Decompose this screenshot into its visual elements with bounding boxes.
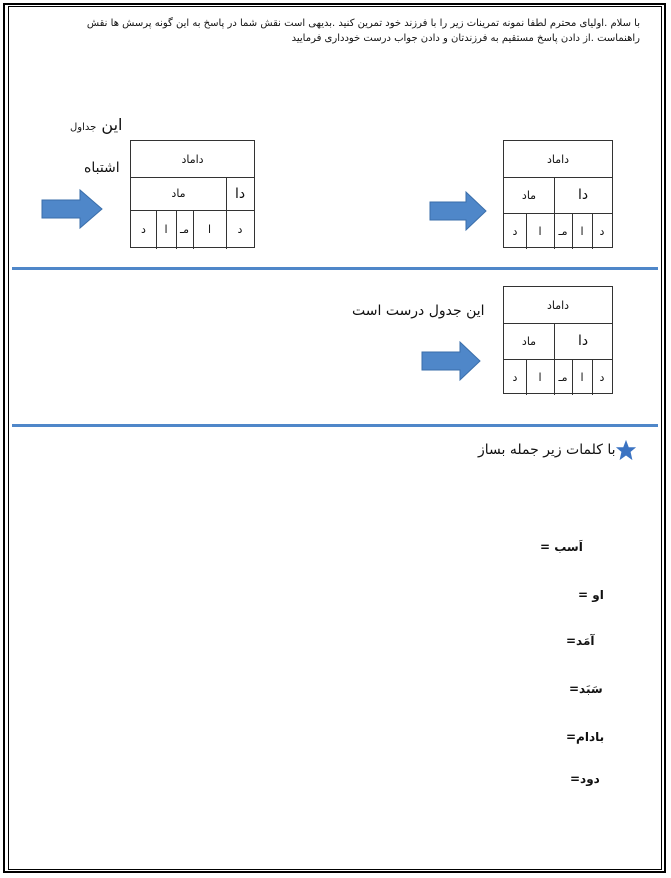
table-cell-letter: ا (580, 370, 584, 384)
word-item: آمَد= (566, 634, 595, 648)
word-item: سَبَد= (569, 682, 603, 696)
table-cell-big: ماد (171, 187, 186, 200)
right-arrow-icon (420, 340, 482, 382)
word-table-correct-example (503, 140, 613, 248)
table-cell-letter: د (512, 224, 518, 238)
table-cell-top: داماد (546, 298, 570, 312)
table-cell-letter: مـ (558, 370, 568, 384)
table-cell-letter: ا (538, 370, 542, 384)
table-cell-letter: مـ (179, 223, 190, 236)
table-cell-letter: د (512, 370, 518, 384)
table-cell-letter: ا (164, 223, 168, 236)
table-cell-letter: د (237, 223, 243, 236)
word-item: دود= (570, 772, 600, 786)
table-cell-letter: ا (538, 224, 542, 238)
section-divider (12, 267, 658, 270)
word-item: بادام= (566, 730, 605, 744)
correct-label: این جدول درست است (352, 303, 485, 319)
table-cell-letter: د (141, 223, 146, 236)
table-cell-letter: ا (580, 224, 584, 238)
star-icon (615, 439, 637, 461)
wrong-label-this (70, 115, 122, 134)
intro-text: با سلام .اولیای محترم لطفا نمونه تمرینات زیر را با فرزند خود تمرین کنید .بدیهی است نقش شما در پاسخ به این گونه پرسش ها نقش راهنماست .از دادن پاسخ مستقیم به فرزندتان و دادن جواب درست خودداری فرمایید (86, 18, 640, 44)
table-cell-letter: د (599, 224, 605, 238)
section-divider (12, 424, 658, 427)
word-item: اَسب = (540, 540, 583, 554)
table-cell-big: ماد (521, 188, 537, 202)
word-table-wrong (130, 140, 255, 248)
table-cell-top: داماد (546, 152, 570, 166)
wrong-label-word-this: این (101, 115, 123, 134)
right-arrow-icon (40, 188, 104, 230)
page-inner-border (8, 6, 662, 870)
table-cell-small: دا (234, 185, 246, 202)
table-cell-small: دا (577, 333, 589, 349)
word-item: او = (578, 588, 604, 602)
table-cell-top: داماد (181, 152, 204, 166)
right-arrow-icon (428, 190, 488, 232)
wrong-label-incorrect: اشتباه (84, 160, 120, 176)
instruction-text: با کلمات زیر جمله بساز (478, 442, 616, 458)
table-cell-small: دا (577, 187, 589, 203)
word-table-correct (503, 286, 613, 394)
table-cell-letter: مـ (558, 224, 568, 238)
table-cell-big: ماد (521, 334, 537, 348)
table-cell-letter: ا (207, 223, 212, 236)
table-cell-letter: د (599, 370, 605, 384)
wrong-label-word-tables: جداول (70, 122, 97, 133)
